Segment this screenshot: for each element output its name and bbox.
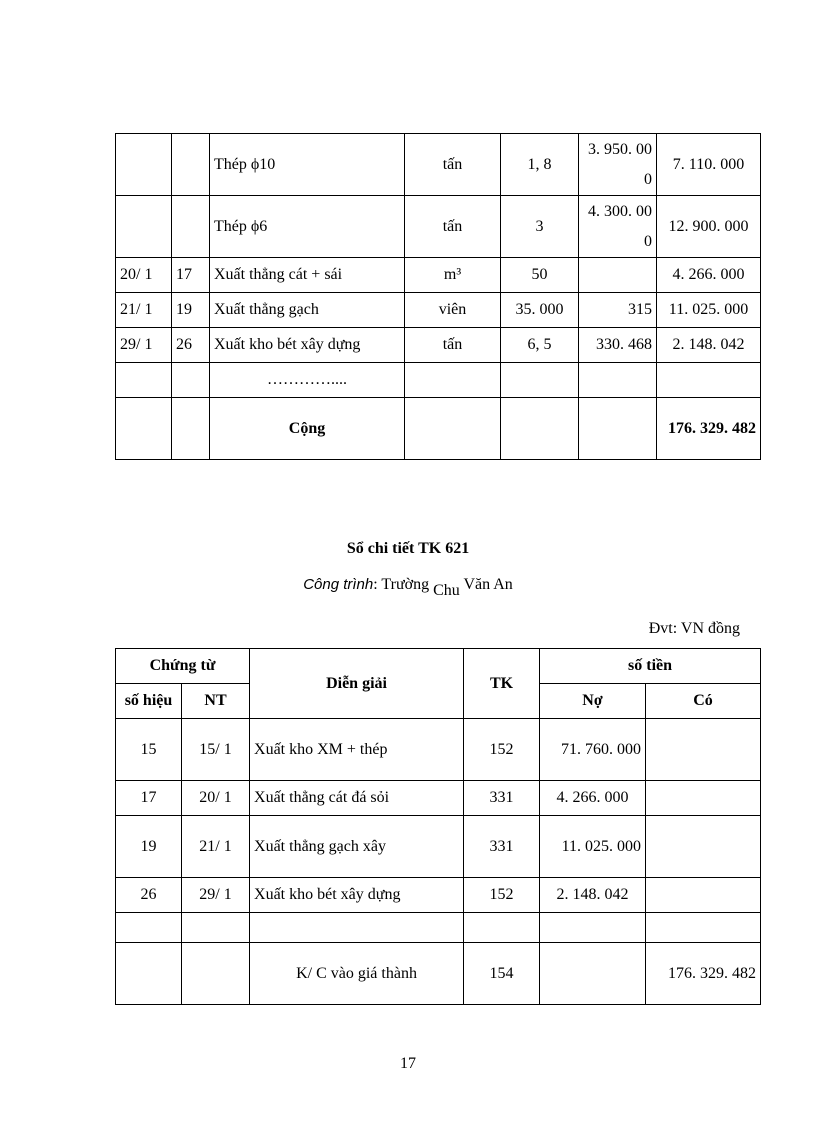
- total-label: Cộng: [210, 398, 405, 460]
- debit-cell: 2. 148. 042: [540, 878, 646, 913]
- date-cell: 21/ 1: [182, 816, 250, 878]
- voucher-no-cell: 26: [116, 878, 182, 913]
- account-cell: 331: [464, 816, 540, 878]
- table-row: [116, 913, 761, 943]
- description-cell: Xuất thẳng cát đá sỏi: [250, 781, 464, 816]
- empty-cell: [182, 913, 250, 943]
- description-cell: Xuất thẳng cát + sái: [210, 258, 405, 293]
- empty-cell: [540, 943, 646, 1005]
- amount-cell: 2. 148. 042: [657, 328, 761, 363]
- credit-cell: [646, 878, 761, 913]
- unit-price-cell: [579, 258, 657, 293]
- voucher-no-cell: 17: [116, 781, 182, 816]
- description-cell: Xuất thẳng gạch xây: [250, 816, 464, 878]
- date-cell: 20/ 1: [182, 781, 250, 816]
- description-cell: Xuất kho bét xây dựng: [210, 328, 405, 363]
- project-subtitle: [0, 576, 816, 599]
- voucher-no-cell: 26: [172, 328, 210, 363]
- unit-price-cell: 4. 300. 000: [579, 196, 657, 258]
- account-cell: 152: [464, 878, 540, 913]
- empty-cell: [579, 363, 657, 398]
- project-name-part: Chu: [433, 582, 460, 599]
- amount-cell: 4. 266. 000: [657, 258, 761, 293]
- transfer-row: [116, 943, 761, 1005]
- description-cell: Xuất kho bét xây dựng: [250, 878, 464, 913]
- unit-cell: tấn: [405, 134, 501, 196]
- debit-header: Nợ: [540, 684, 646, 719]
- table-row: [116, 719, 761, 781]
- materials-table: [115, 133, 761, 460]
- empty-cell: [172, 363, 210, 398]
- credit-cell: [646, 781, 761, 816]
- table-row: [116, 328, 761, 363]
- credit-cell: [646, 816, 761, 878]
- empty-cell: [116, 398, 172, 460]
- page-number: 17: [400, 1055, 416, 1072]
- empty-cell: [464, 913, 540, 943]
- unit-cell: tấn: [405, 328, 501, 363]
- quantity-cell: 50: [501, 258, 579, 293]
- empty-cell: [116, 913, 182, 943]
- empty-cell: [579, 398, 657, 460]
- debit-cell: 11. 025. 000: [540, 816, 646, 878]
- date-header: NT: [182, 684, 250, 719]
- empty-cell: [657, 363, 761, 398]
- table-row: [116, 134, 761, 196]
- ledger-table: [115, 648, 761, 1005]
- voucher-no-cell: [172, 196, 210, 258]
- description-header: Diễn giải: [250, 649, 464, 719]
- debit-cell: 4. 266. 000: [540, 781, 646, 816]
- empty-cell: [116, 363, 172, 398]
- empty-cell: [116, 943, 182, 1005]
- empty-cell: [182, 943, 250, 1005]
- quantity-cell: 35. 000: [501, 293, 579, 328]
- voucher-number-header: số hiệu: [116, 684, 182, 719]
- description-cell: Xuất thẳng gạch: [210, 293, 405, 328]
- empty-cell: [501, 363, 579, 398]
- description-cell: Xuất kho XM + thép: [250, 719, 464, 781]
- table-row: [116, 816, 761, 878]
- empty-cell: [405, 363, 501, 398]
- empty-cell: [501, 398, 579, 460]
- table-row: [116, 258, 761, 293]
- quantity-cell: 1, 8: [501, 134, 579, 196]
- date-cell: 29/ 1: [182, 878, 250, 913]
- amount-header: số tiền: [540, 649, 761, 684]
- empty-cell: [250, 913, 464, 943]
- table-row: [116, 196, 761, 258]
- account-header: TK: [464, 649, 540, 719]
- transfer-description: K/ C vào giá thành: [250, 943, 464, 1005]
- project-label: Công trình: [303, 576, 374, 593]
- table-row: [116, 363, 761, 398]
- debit-cell: 71. 760. 000: [540, 719, 646, 781]
- quantity-cell: 3: [501, 196, 579, 258]
- total-amount: 176. 329. 482: [657, 398, 761, 460]
- date-cell: 20/ 1: [116, 258, 172, 293]
- date-cell: 21/ 1: [116, 293, 172, 328]
- account-cell: 152: [464, 719, 540, 781]
- date-cell: 29/ 1: [116, 328, 172, 363]
- amount-cell: 12. 900. 000: [657, 196, 761, 258]
- voucher-no-cell: 17: [172, 258, 210, 293]
- credit-header: Có: [646, 684, 761, 719]
- credit-cell: [646, 719, 761, 781]
- amount-cell: 7. 110. 000: [657, 134, 761, 196]
- empty-cell: [172, 398, 210, 460]
- project-name-part: : Trường: [373, 576, 434, 593]
- ellipsis-cell: …………....: [210, 363, 405, 398]
- quantity-cell: 6, 5: [501, 328, 579, 363]
- transfer-credit: 176. 329. 482: [646, 943, 761, 1005]
- amount-cell: 11. 025. 000: [657, 293, 761, 328]
- date-cell: 15/ 1: [182, 719, 250, 781]
- table-row: [116, 293, 761, 328]
- total-row: [116, 398, 761, 460]
- description-cell: Thép ϕ10: [210, 134, 405, 196]
- empty-cell: [405, 398, 501, 460]
- unit-price-cell: 315: [579, 293, 657, 328]
- description-cell: Thép ϕ6: [210, 196, 405, 258]
- table-row: [116, 878, 761, 913]
- voucher-no-cell: 19: [172, 293, 210, 328]
- account-cell: 331: [464, 781, 540, 816]
- header-row: [116, 649, 761, 684]
- unit-cell: tấn: [405, 196, 501, 258]
- empty-cell: [540, 913, 646, 943]
- table-row: [116, 781, 761, 816]
- transfer-account: 154: [464, 943, 540, 1005]
- ledger-title: Sổ chi tiết TK 621: [346, 540, 470, 557]
- unit-cell: viên: [405, 293, 501, 328]
- unit-note: Đvt: VN đồng: [648, 620, 740, 637]
- voucher-no-cell: 19: [116, 816, 182, 878]
- date-cell: [116, 134, 172, 196]
- voucher-header: Chứng từ: [116, 649, 250, 684]
- unit-price-cell: 330. 468: [579, 328, 657, 363]
- unit-price-cell: 3. 950. 000: [579, 134, 657, 196]
- voucher-no-cell: 15: [116, 719, 182, 781]
- voucher-no-cell: [172, 134, 210, 196]
- unit-cell: m³: [405, 258, 501, 293]
- empty-cell: [646, 913, 761, 943]
- project-name-part: Văn An: [459, 576, 513, 593]
- date-cell: [116, 196, 172, 258]
